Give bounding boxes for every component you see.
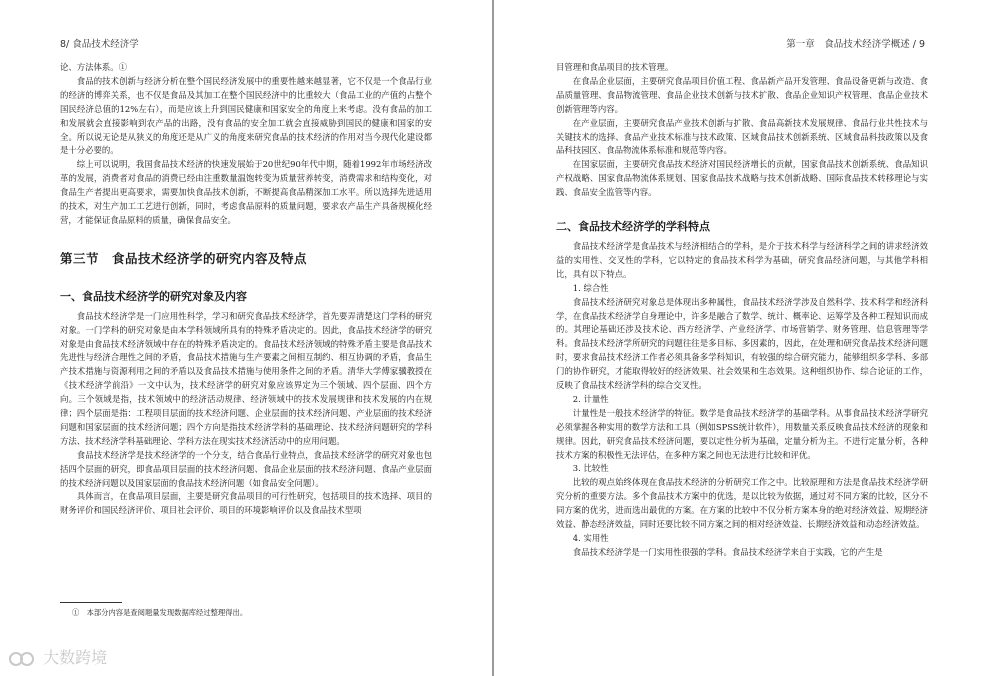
feature-heading: 2. 计量性: [572, 393, 609, 404]
paragraph: 食品技术经济研究对象总是体现出多种属性，食品技术经济学涉及自然科学、技术科学和经济科学，在食品技术经济学自身理论中，许多是融合了数学、统计、概率论、运筹学及各种工程知识而成的。其理论基础还涉及技术论、西方经济学、产业经济学、市场营销学、财务管理、信息管理等学科。食品技术经济学所研究的问题往往是多目标、多因素的，因此，在处理和研究食品技术经济问题时，要求食品技术经济工作者必须具备多学科知识，有较强的综合研究能力，能够组织多学科、多部门的协作研究，才能取得较好的经济效果、社会效果和生态效果。这种组织协作、综合论证的工作，反映了食品技术经济学科的综合交叉性。: [556, 296, 928, 391]
paragraph: 在食品企业层面，主要研究食品项目价值工程、食品新产品开发管理、食品设备更新与改造、食品质量管理、食品物流管理、食品企业技术创新与技术扩散、食品企业知识产权管理、食品企业技术创新管理等内容。: [556, 75, 928, 114]
paragraph: 在国家层面，主要研究食品技术经济对国民经济增长的贡献，国家食品技术创新系统、食品知识产权战略、国家食品物流体系规划、国家食品技术战略与技术创新战略、国际食品技术转移理论与实践、食品安全监管等内容。: [556, 159, 928, 198]
feature-heading: 1. 综合性: [572, 282, 609, 293]
watermark-text: 大数跨境: [43, 648, 108, 667]
footnote-rule: [60, 602, 122, 603]
feature-heading: 3. 比较性: [572, 463, 609, 474]
paragraph: 具体而言，在食品项目层面，主要是研究食品项目的可行性研究，包括项目的技术选择、项目的财务评价和国民经济评价、项目社会评价、项目的环境影响评价以及食品技术型项: [60, 491, 432, 516]
paragraph: 食品的技术创新与经济分析在整个国民经济发展中的重要性越来越显著，它不仅是一个食品行业的经济的博弈关系，也不仅是食品及其加工在整个国民经济中的比重较大（食品工业的产值约占整个国民经济总值的12%左右），而是应该上升到国民健康和国家安全的角度上来考虑。没有食品的加工和发展就会直接影响到农产品的出路，没有食品的安全加工就会直接威胁到国民的健康和国家的安全。所以说无论是从狭义的角度还是从广义的角度来研究食品的技术经济的作用对当今现代化建设都是十分必要的。: [60, 75, 432, 156]
left-page-body: [60, 61, 432, 518]
paragraph: 综上可以说明，我国食品技术经济的快速发展始于20世纪90年代中期，随着1992年市场经济改革的发展，消费者对食品的消费已经由注重数量温饱转变为质量营养转变，消费需求和结构变化，对食品生产者提出更高要求，需要加快食品技术创新，不断提高食品精深加工水平。所以选择先进适用的技术，对生产加工工艺进行创新，同时，考虑食品原料的质量问题，要求农产品生产具备规模化经营，才能保证食品原料的质量，确保食品安全。: [60, 159, 432, 225]
paragraph: 在产业层面，主要研究食品产业技术创新与扩散、食品高新技术发展规律、食品行业共性技术与关键技术的选择、食品产业技术标准与技术政策、区域食品技术创新系统、区域食品科技政策以及食品科技园区、食品物流体系标准和规范等内容。: [556, 117, 928, 156]
footnote: ① 本部分内容是查阅题量发现数据库经过整理得出。: [72, 608, 248, 617]
paragraph: 食品技术经济学是食品技术与经济相结合的学科，是介于技术科学与经济科学之间的讲求经济效益的实用性、交叉性的学科，它以特定的食品技术科学为基础，研究食品经济问题，与其他学科相比，具有以下特点。: [556, 240, 928, 279]
section-title: 第三节 食品技术经济学的研究内容及特点: [60, 250, 308, 266]
right-page-header: 第一章 食品技术经济学概述 / 9: [786, 39, 925, 50]
paragraph: 食品技术经济学是一门实用性很强的学科。食品技术经济学来自于实践，它的产生是: [572, 546, 883, 557]
paragraph: 食品技术经济学是一门应用性科学，学习和研究食品技术经济学，首先要弄清楚这门学科的研究对象。一门学科的研究对象是由本学科领域所具有的特殊矛盾决定的。因此，食品技术经济学的研究对象是由食品技术经济领域中存在的特殊矛盾决定的。食品技术经济领域的特殊矛盾主要是食品技术先进性与经济合理性之间的矛盾，食品技术措施与生产要素之间相互制约、相互协调的矛盾，食品生产技术措施与资源利用之间的矛盾以及食品技术措施与使用条件之间的矛盾。清华大学傅家骥教授在《技术经济学前沿》一文中认为，技术经济学的研究对象应该界定为三个领域、四个层面、四个方向。三个领域是指，技术领域中的经济活动规律、经济领域中的技术发展规律和技术发展的内在规律；四个层面是指：工程项目层面的技术经济问题、企业层面的技术经济问题、产业层面的技术经济问题和国家层面的技术经济问题；四个方向是指技术经济学科的基础理论、技术经济问题研究的学科方法、技术经济学科基础理论、学科方法在现实技术经济活动中的应用问题。: [60, 310, 432, 446]
paragraph: 目管理和食品项目的技术管理。: [556, 62, 674, 72]
subsection-title: 一、食品技术经济学的研究对象及内容: [60, 289, 247, 303]
watermark-logo-icon: [8, 649, 38, 669]
feature-heading: 4. 实用性: [572, 533, 609, 543]
paragraph: 比较的观点始终体现在食品技术经济的分析研究工作之中。比较原理和方法是食品技术经济学研究分析的重要方法。多个食品技术方案中的优选，是以比较为依据，通过对不同方案的比较，区分不同方案的优劣，进而选出最优的方案。在方案的比较中不仅分析方案本身的绝对经济效益、短期经济效益、静态经济效益，同时还要比较不同方案之间的相对经济效益、长期经济效益和动态经济效益。: [556, 477, 928, 530]
left-page-header: 8/ 食品技术经济学: [60, 39, 139, 50]
paragraph: 论、方法体系。①: [60, 62, 127, 72]
right-page-body: [556, 61, 928, 560]
watermark: [8, 645, 107, 669]
paragraph: 食品技术经济学是技术经济学的一个分支，结合食品行业特点，食品技术经济学的研究对象也包括四个层面的研究，即食品项目层面的技术经济问题、食品企业层面的技术经济问题、食品产业层面的技术经济问题以及国家层面的食品技术经济问题（如食品安全问题）。: [60, 449, 432, 488]
paragraph: 计量性是一般技术经济学的特征。数学是食品技术经济学的基础学科。从事食品技术经济学研究必须掌握各种实用的数学方法和工具（例如SPSS统计软件），用数量关系反映食品技术经济的现象和规律。因此，研究食品技术经济问题，要以定性分析为基础，定量分析为主。不进行定量分析，各种技术方案的积极性无法评估，在多种方案之间也无法进行比较和评优。: [556, 407, 928, 460]
subsection-title: 二、食品技术经济学的学科特点: [556, 220, 710, 234]
